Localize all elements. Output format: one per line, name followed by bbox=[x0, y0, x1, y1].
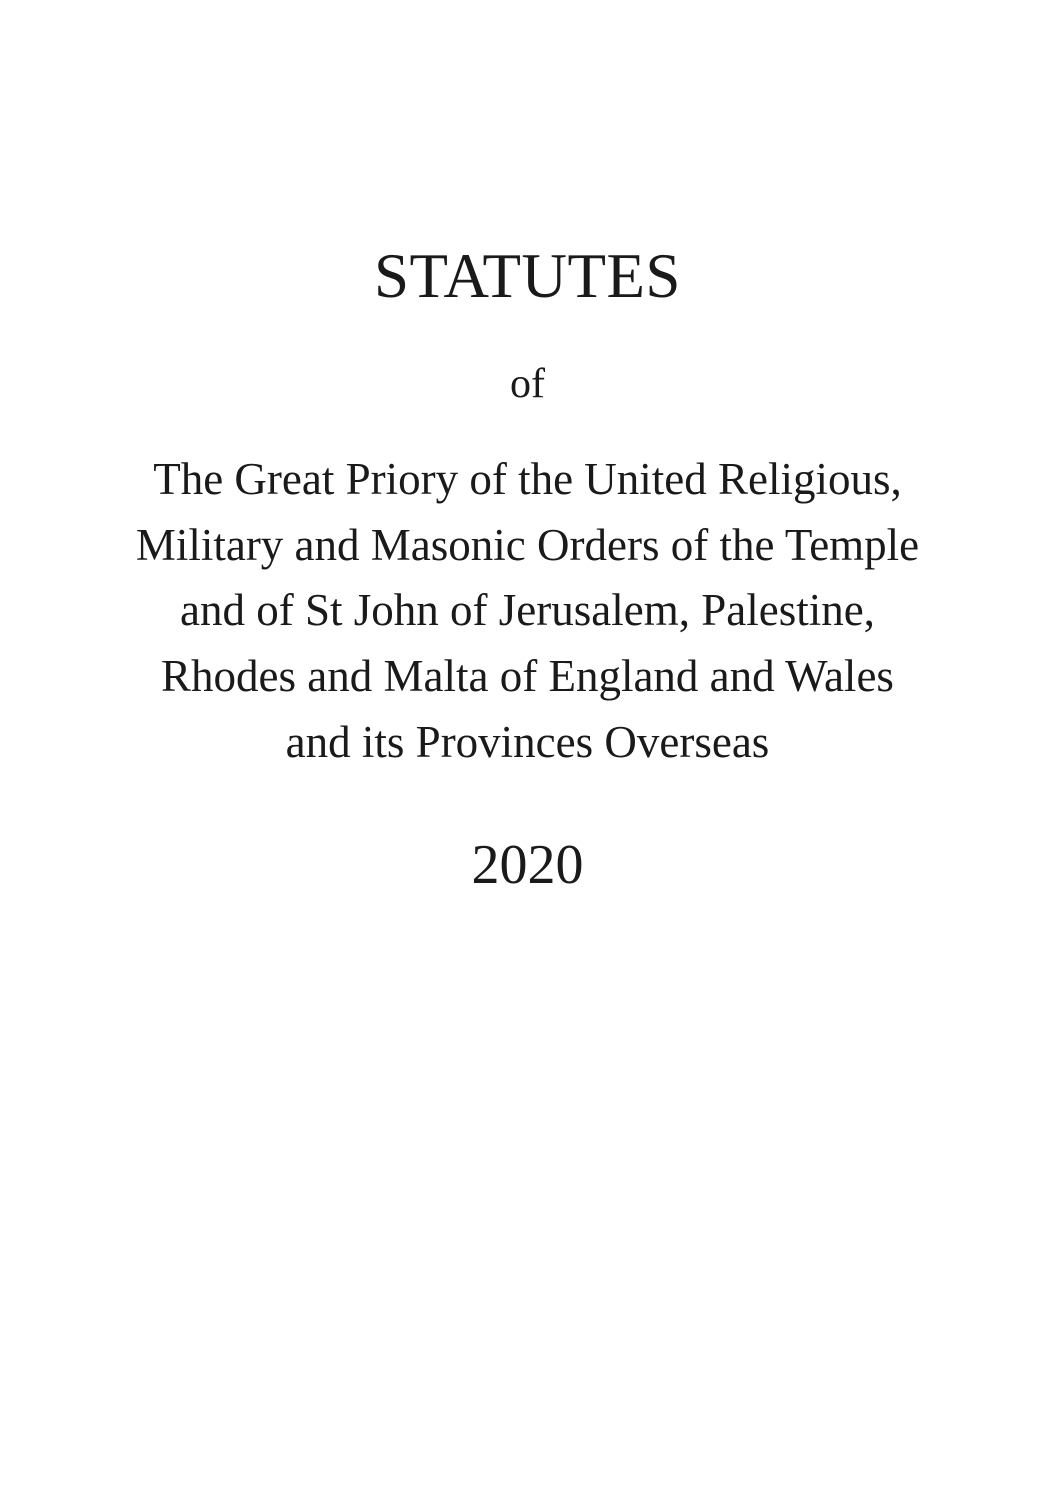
title-connector-of: of bbox=[510, 361, 545, 407]
subtitle-line: Rhodes and Malta of England and Wales bbox=[161, 651, 894, 702]
subtitle-line: The Great Priory of the United Religious, bbox=[153, 454, 902, 504]
subtitle-line: and of St John of Jerusalem, Palestine, bbox=[180, 585, 875, 636]
title-block bbox=[0, 241, 1055, 897]
publication-year: 2020 bbox=[471, 834, 584, 897]
document-subtitle bbox=[78, 447, 978, 775]
subtitle-line: Military and Masonic Orders of the Temple bbox=[135, 519, 920, 570]
page-title: STATUTES bbox=[374, 241, 681, 311]
subtitle-line: and its Provinces Overseas bbox=[285, 716, 770, 767]
